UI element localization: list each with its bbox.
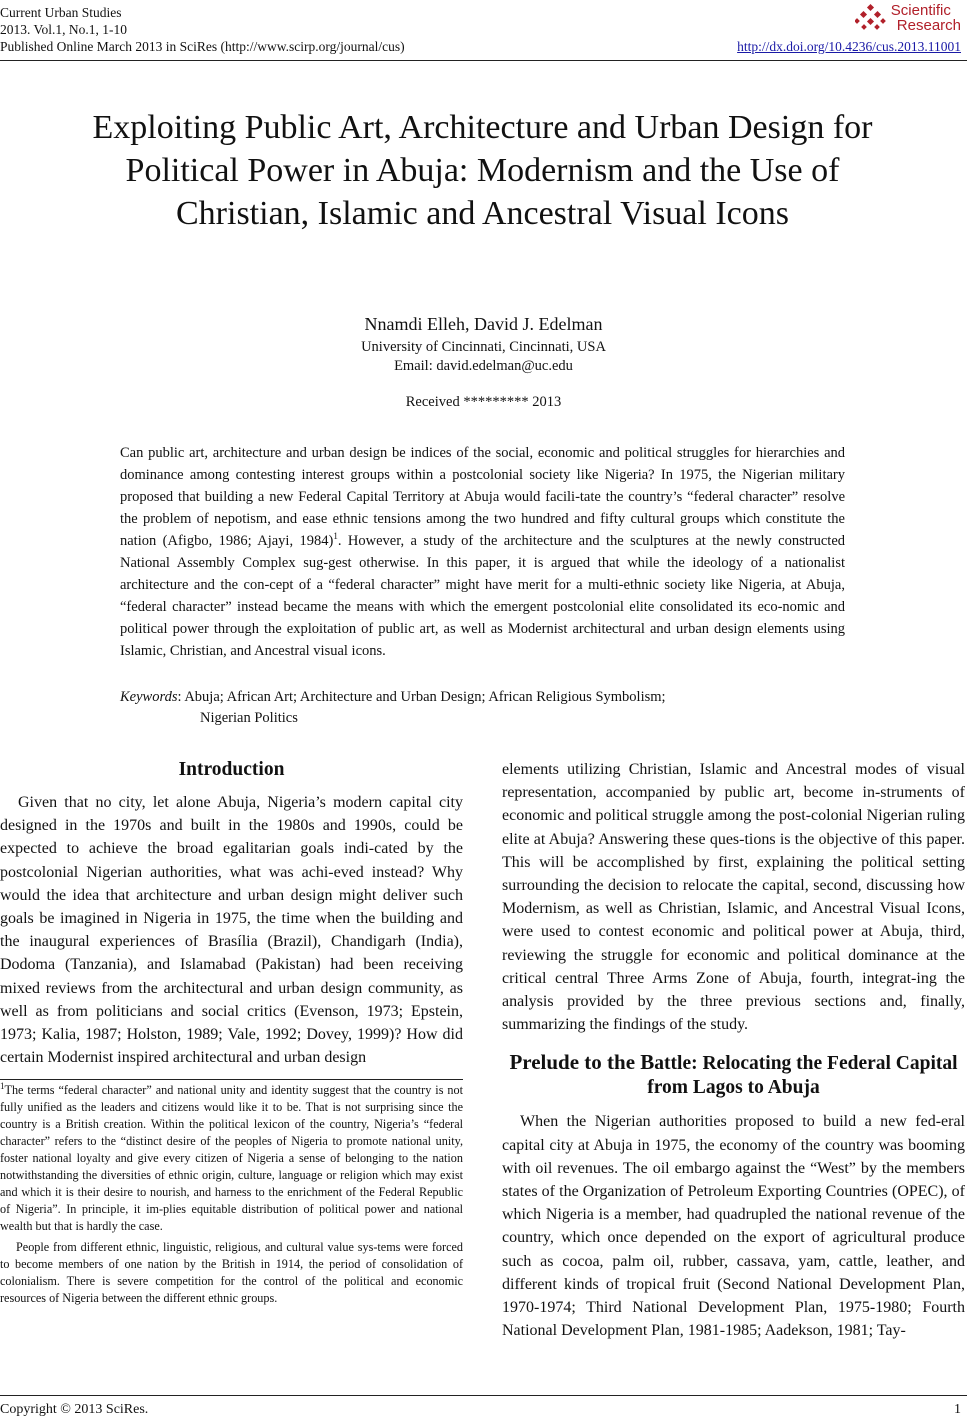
footnote-paragraph-2: People from different ethnic, linguistic, religious, and cultural value sys-tems were forced to become members of one nation by the British in 1914, the period of consolidation of colonialism. There is severe competition for the control of the political and economic resources of Nigeria between the different ethnic groups.: [0, 1240, 463, 1306]
journal-name: Current Urban Studies: [0, 5, 122, 20]
publisher-name: Scientific Research: [890, 2, 961, 34]
keywords: [120, 687, 845, 729]
publisher-block: [737, 0, 961, 55]
intro-heading: Introduction: [178, 759, 285, 780]
journal-issue: 2013. Vol.1, No.1, 1-10: [0, 22, 128, 37]
footer-divider: [0, 1395, 967, 1396]
section-heading: Prelude to the Battle: Relocating the Federal Capital from Lagos to Abuja: [509, 1050, 958, 1099]
left-column: [0, 758, 463, 1307]
copyright: Copyright © 2013 SciRes.: [0, 1402, 149, 1417]
doi-link[interactable]: http://dx.doi.org/10.4236/cus.2013.11001: [737, 39, 961, 54]
footnote-ref: 1: [333, 531, 338, 542]
author-email: Email: david.edelman@uc.edu: [394, 358, 573, 374]
scirp-logo-icon: [855, 3, 887, 33]
page-number: 1: [954, 1402, 961, 1417]
keywords-line2: Nigerian Politics: [200, 710, 298, 726]
authors: Nnamdi Elleh, David J. Edelman: [364, 314, 603, 334]
affiliation-block: [0, 338, 967, 376]
footnote-divider: [0, 1079, 463, 1080]
right-column: [502, 758, 965, 1342]
footnote: $^1$The terms “federal character” and national unity and identity suggest that the country is not fully unified as the leaders and citizens would like it to be. That is not surprising since the country is a British creation. Within the political lexicon of the country, Nigeria’s “federal character” refers to the “distinct desire of the peoples of Nigeria to promote national unity, foster national loyalty and give every citizen of Nigeria a sense of belonging to the nation notwithstanding the diversities of ethnic origin, culture, language or religion which may exist and which it is their desire to nourish, and harness to the enrichment of the Federal Republic of Nigeria”. In principle, it im-plies equitable distribution of political power and national wealth but that is hardly the case.: [0, 1081, 463, 1234]
keywords-line1: : Abuja; African Art; Architecture and Urban Design; African Religious Symbolism;: [177, 689, 666, 705]
section-paragraph: When the Nigerian authorities proposed to build a new fed-eral capital city at Abuja in 1975, the economy of the country was booming with oil revenues. The oil embargo against the “West” by the members states of the Organization of Petroleum Exporting Countries (OPEC), of which Nigeria is a member, had quadrupled the national revenue of the country, which once depended on the export of agricultural produce such as cocoa, palm oil, rubber, cassava, yam, cattle, leather, and different kinds of tropical fruit (Second National Development Plan, 1970-1974; Third National Development Plan, 1975-1980; Fourth National Development Plan, 1981-1985; Aadekson, 1981; Tay-: [502, 1113, 965, 1340]
paper-title: Exploiting Public Art, Architecture and Urban Design for Political Power in Abuja: Modernism and the Use of Christian, Islamic and Ancestral Visual Icons: [92, 109, 873, 232]
publisher-logo: [737, 0, 961, 36]
abstract: Can public art, architecture and urban design be indices of the social, economic and political struggles for hierarchies and dominance among contesting interest groups within a postcolonial society like Nigeria? In 1975, the Nigerian military proposed that building a new Federal Capital Territory at Abuja would facili-tate the country’s “federal character” resolve the problem of nepotism, and ease ethnic tensions among the two hundred and fifty cultural groups which constitute the nation (Afigbo, 1986; Ajayi, 1984)$^1$. However, a study of the architecture and the sculptures at the newly constructed National Assembly Complex sug-gest otherwise. In this paper, it is argued that while the ideology of a nationalist architecture and the con-cept of a “federal character” might have merit for a multi-ethnic society like Nigeria, at Abuja, “federal character” instead became the means with which the emergent postcolonial elite consolidated its eco-nomic and political power through the exploitation of public art, as well as Modernist architectural and urban design elements using Islamic, Christian, and Ancestral visual icons.: [120, 445, 846, 659]
received-date: Received ********* 2013: [405, 394, 562, 410]
header-divider: [0, 60, 967, 61]
publication-info: Published Online March 2013 in SciRes (http://www.scirp.org/journal/cus): [0, 39, 405, 54]
body-paragraph: elements utilizing Christian, Islamic and Ancestral modes of visual representation, accompanied by public art, become in-struments of economic and political struggle among the post-colonial Nigerian ruling elite at Abuja? Answering these ques-tions is the objective of this paper. This will be accomplished by first, explaining the political setting surrounding the decision to relocate the capital, second, discussing how Modernism, as well as Christian, Islamic, and Ancestral Visual Icons, were used to contest economic and political power at Abuja, third, reviewing the struggle for economic and political dominance at the critical central Three Arms Zone of Abuja, fourth, integrat-ing the analysis provided by the three previous sections and, finally, summarizing the findings of the study.: [502, 761, 965, 1034]
intro-paragraph: Given that no city, let alone Abuja, Nigeria’s modern capital city designed in the 1970s and built in the 1980s and 1990s, could be expected to achieve the broad egalitarian goals indi-cated by the postcolonial Nigerian authorities, what was achi-eved instead? Why would the idea that architecture and urban design might deliver such goals be imagined in Nigeria in 1975, the time when the building and the inaugural experiences of Brasília (Brazil), Chandigarh (India), Dodoma (Tanzania), and Islamabad (Pakistan) had been receiving mixed reviews from the architectural and urban design community, as well as from politicians and social critics (Evenson, 1973; Epstein, 1973; Kalia, 1987; Holston, 1989; Vale, 1992; Dovey, 1999)? How did certain Modernist inspired architectural and urban design: [0, 794, 463, 1067]
journal-header: [0, 4, 405, 55]
keywords-label: Keywords: [120, 689, 178, 705]
affiliation: University of Cincinnati, Cincinnati, USA: [361, 339, 606, 355]
